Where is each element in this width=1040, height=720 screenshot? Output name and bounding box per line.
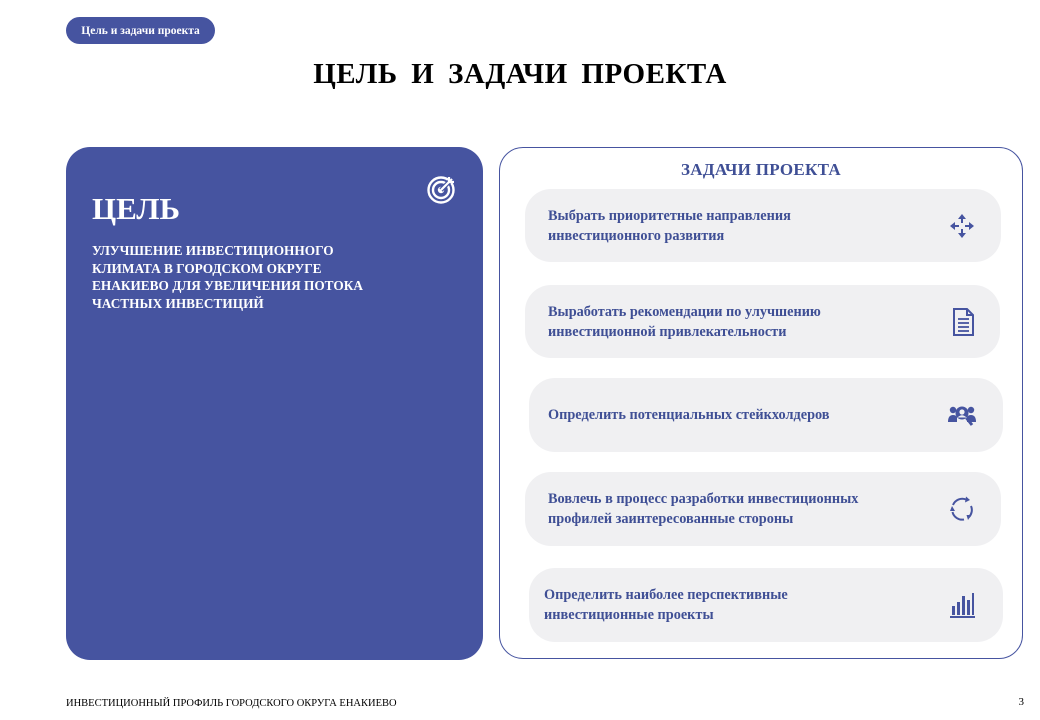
task-label: Выработать рекомендации по улучшению инвестиционной привлекательности (548, 303, 821, 340)
footer-text: ИНВЕСТИЦИОННЫЙ ПРОФИЛЬ ГОРОДСКОГО ОКРУГА ЕНАКИЕВО (66, 698, 397, 709)
document-icon (948, 307, 978, 337)
target-icon (426, 175, 456, 205)
task-item (525, 285, 1000, 358)
goal-card (66, 147, 483, 660)
tasks-heading: ЗАДАЧИ ПРОЕКТА (681, 160, 841, 179)
section-tag: Цель и задачи проекта (66, 17, 215, 44)
task-item (525, 472, 1001, 546)
bar-chart-icon (947, 590, 977, 620)
task-label: Определить потенциальных стейкхолдеров (548, 407, 830, 423)
task-label: Определить наиболее перспективные инвестиционные проекты (544, 587, 788, 623)
arrows-expand-icon (947, 211, 977, 241)
goal-text: УЛУЧШЕНИЕ ИНВЕСТИЦИОННОГО КЛИМАТА В ГОРОДСКОМ ОКРУГЕ ЕНАКИЕВО ДЛЯ УВЕЛИЧЕНИЯ ПОТОКА ЧАСТНЫХ ИНВЕСТИЦИЙ (92, 243, 363, 311)
task-label: Выбрать приоритетные направления инвестиционного развития (548, 207, 791, 244)
task-item (529, 568, 1003, 642)
task-label: Вовлечь в процесс разработки инвестиционных профилей заинтересованные стороны (548, 491, 859, 527)
task-item (525, 189, 1001, 262)
task-item (529, 378, 1003, 452)
cycle-arrows-icon (947, 494, 977, 524)
people-search-icon (947, 400, 977, 430)
page-number: 3 (1018, 696, 1024, 708)
page-title: ЦЕЛЬ И ЗАДАЧИ ПРОЕКТА (313, 58, 727, 90)
goal-heading: ЦЕЛЬ (92, 191, 180, 226)
